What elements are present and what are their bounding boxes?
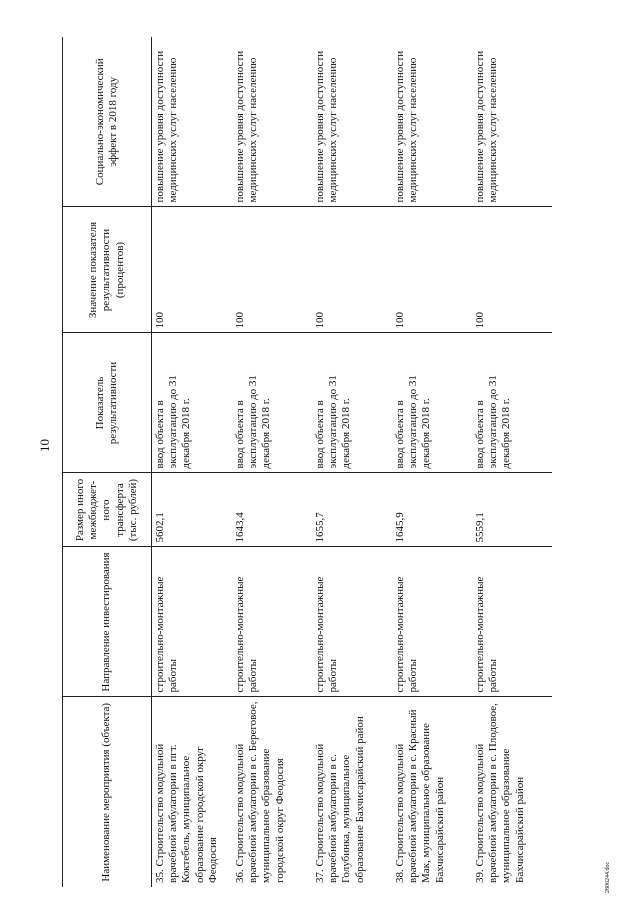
header-effect: Социально-экономический эффект в 2018 году <box>63 37 152 207</box>
header-name: Наименование мероприятия (объекта) <box>100 702 113 882</box>
page-number: 10 <box>37 439 52 452</box>
header-amount: Размер иного межбюджет-ного трансферта (тыс. рублей) <box>63 473 152 547</box>
cell-value: 100 <box>392 207 472 333</box>
cell-amount: 1655,7 <box>312 473 392 547</box>
cell-amount: 1643,4 <box>232 473 312 547</box>
cell-name: 37. Строительство модульной врачебной амбулатории в с. Голубинка, муниципальное образование Бахчисарайский район <box>314 716 366 883</box>
cell-name: 36. Строительство модульной врачебной амбулатории в с. Береговое, муниципальное образование городской округ Феодосия <box>234 701 286 883</box>
cell-value: 100 <box>312 207 392 333</box>
rotated-table-wrapper <box>62 37 612 887</box>
cell-indicator: ввод объекта в эксплуатацию до 31 декабря 2018 г. <box>392 333 472 473</box>
cell-indicator: ввод объекта в эксплуатацию до 31 декабря 2018 г. <box>472 333 552 473</box>
table-row <box>232 37 312 887</box>
cell-name: 38. Строительство модульной врачебной амбулатории в с. Красный Мак, муниципальное образование Бахчисарайский район <box>394 709 446 883</box>
cell-amount: 1645,9 <box>392 473 472 547</box>
cell-effect: повышение уровня доступности медицинских услуг населению <box>312 37 392 207</box>
cell-name: 35. Строительство модульной врачебной амбулатории в пгт. Коктебель, муниципальное образование городской округ Феодосия <box>154 743 219 883</box>
cell-value: 100 <box>152 207 233 333</box>
cell-effect: повышение уровня доступности медицинских услуг населению <box>152 37 233 207</box>
investment-table <box>62 37 552 887</box>
table-row <box>472 37 552 887</box>
cell-direction: строительно-монтажные работы <box>312 547 392 697</box>
cell-value: 100 <box>232 207 312 333</box>
table-row <box>152 37 233 887</box>
cell-direction: строительно-монтажные работы <box>152 547 233 697</box>
header-direction: Направление инвестирования <box>63 547 152 697</box>
cell-effect: повышение уровня доступности медицинских услуг населению <box>392 37 472 207</box>
header-indicator: Показатель результативности <box>63 333 152 473</box>
document-code: 2806244.doc <box>605 861 611 893</box>
cell-direction: строительно-монтажные работы <box>392 547 472 697</box>
cell-direction: строительно-монтажные работы <box>232 547 312 697</box>
table-row <box>392 37 472 887</box>
cell-amount: 5602,1 <box>152 473 233 547</box>
cell-amount: 5559,1 <box>472 473 552 547</box>
table-row <box>312 37 392 887</box>
cell-indicator: ввод объекта в эксплуатацию до 31 декабря 2018 г. <box>312 333 392 473</box>
cell-indicator: ввод объекта в эксплуатацию до 31 декабря 2018 г. <box>152 333 233 473</box>
cell-value: 100 <box>472 207 552 333</box>
header-value: Значение показателя результативности (процентов) <box>63 207 152 333</box>
cell-indicator: ввод объекта в эксплуатацию до 31 декабря 2018 г. <box>232 333 312 473</box>
cell-effect: повышение уровня доступности медицинских услуг населению <box>232 37 312 207</box>
table-header-row <box>63 37 152 887</box>
cell-name: 39. Строительство модульной врачебной амбулатории в с. Плодовое, муниципальное образование Бахчисарайский район <box>474 703 526 883</box>
cell-direction: строительно-монтажные работы <box>472 547 552 697</box>
cell-effect: повышение уровня доступности медицинских услуг населению <box>472 37 552 207</box>
